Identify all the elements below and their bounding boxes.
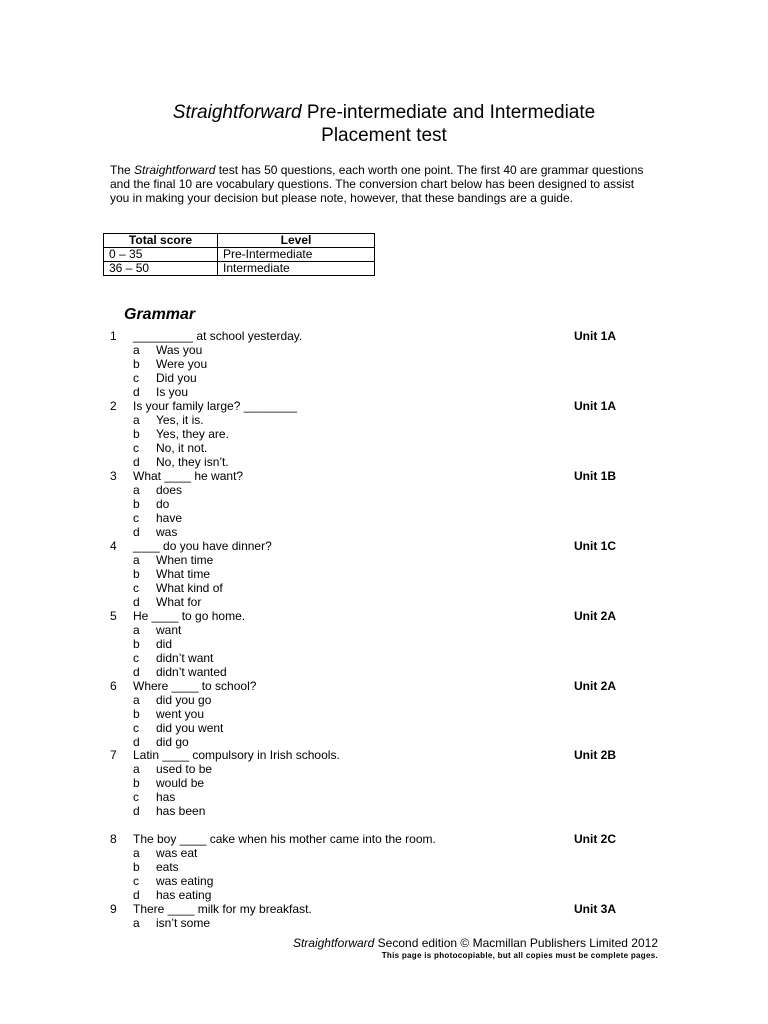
answer-option bbox=[0, 776, 768, 790]
intro-paragraph bbox=[110, 163, 650, 205]
answer-option bbox=[0, 357, 768, 371]
option-text: does bbox=[156, 483, 183, 497]
option-text: have bbox=[156, 511, 183, 525]
question-text: _________ at school yesterday. bbox=[133, 329, 303, 343]
unit-reference: Unit 2C bbox=[574, 832, 616, 846]
option-letter: d bbox=[133, 804, 140, 818]
question-row bbox=[0, 748, 768, 762]
option-letter: c bbox=[133, 721, 139, 735]
answer-option bbox=[0, 665, 768, 679]
option-text: eats bbox=[156, 860, 179, 874]
answer-option bbox=[0, 916, 768, 930]
option-letter: c bbox=[133, 511, 139, 525]
option-text: Is you bbox=[156, 385, 189, 399]
option-letter: a bbox=[133, 762, 140, 776]
answer-option bbox=[0, 483, 768, 497]
answer-option bbox=[0, 874, 768, 888]
intro-text: test has 50 questions, each worth one point. The first 40 are grammar questions and the final 10 are vocabulary questions. The conversion chart below has been designed to assist you in making your decision but please note, however, that these bandings are a guide. bbox=[110, 163, 644, 205]
answer-option bbox=[0, 888, 768, 902]
header-total-score: Total score bbox=[104, 234, 218, 248]
option-text: was eating bbox=[156, 874, 214, 888]
table-row bbox=[104, 248, 375, 262]
question-number: 3 bbox=[110, 469, 117, 483]
option-text: What kind of bbox=[156, 581, 223, 595]
table-row bbox=[104, 262, 375, 276]
option-letter: b bbox=[133, 567, 140, 581]
page-subtitle: Placement test bbox=[321, 125, 447, 146]
question-item bbox=[0, 399, 768, 469]
question-number: 6 bbox=[110, 679, 117, 693]
unit-reference: Unit 2A bbox=[574, 609, 616, 623]
answer-option bbox=[0, 804, 768, 818]
question-text: ____ do you have dinner? bbox=[133, 539, 272, 553]
option-text: has eating bbox=[156, 888, 212, 902]
question-item bbox=[0, 469, 768, 539]
question-row bbox=[0, 609, 768, 623]
question-text: What ____ he want? bbox=[133, 469, 244, 483]
unit-reference: Unit 1C bbox=[574, 539, 616, 553]
answer-option bbox=[0, 525, 768, 539]
question-number: 8 bbox=[110, 832, 117, 846]
option-text: did go bbox=[156, 735, 189, 749]
option-text: isn’t some bbox=[156, 916, 211, 930]
table-header-row bbox=[104, 234, 375, 248]
answer-option bbox=[0, 860, 768, 874]
question-item bbox=[0, 679, 768, 749]
header-level: Level bbox=[218, 234, 375, 248]
option-text: Yes, it is. bbox=[156, 413, 204, 427]
level-name: Pre-Intermediate bbox=[218, 248, 375, 262]
unit-reference: Unit 2A bbox=[574, 679, 616, 693]
option-letter: c bbox=[133, 651, 139, 665]
answer-option bbox=[0, 497, 768, 511]
option-letter: b bbox=[133, 637, 140, 651]
section-heading-grammar: Grammar bbox=[124, 306, 196, 323]
answer-option bbox=[0, 441, 768, 455]
option-letter: d bbox=[133, 595, 140, 609]
option-text: What for bbox=[156, 595, 202, 609]
answer-option bbox=[0, 567, 768, 581]
question-item bbox=[0, 329, 768, 399]
answer-option bbox=[0, 707, 768, 721]
option-text: When time bbox=[156, 553, 214, 567]
question-row bbox=[0, 679, 768, 693]
option-text: was bbox=[156, 525, 178, 539]
option-text: would be bbox=[156, 776, 205, 790]
option-letter: d bbox=[133, 735, 140, 749]
question-row bbox=[0, 832, 768, 846]
question-item bbox=[0, 748, 768, 818]
question-row bbox=[0, 539, 768, 553]
answer-option bbox=[0, 762, 768, 776]
question-text: Latin ____ compulsory in Irish schools. bbox=[133, 748, 340, 762]
question-text: The boy ____ cake when his mother came into the room. bbox=[133, 832, 436, 846]
question-number: 9 bbox=[110, 902, 117, 916]
question-text: He ____ to go home. bbox=[133, 609, 246, 623]
answer-option bbox=[0, 790, 768, 804]
title-rest: Pre-intermediate and Intermediate bbox=[301, 102, 596, 123]
answer-option bbox=[0, 846, 768, 860]
answer-option bbox=[0, 413, 768, 427]
option-text: Did you bbox=[156, 371, 197, 385]
option-letter: c bbox=[133, 581, 139, 595]
option-text: has bbox=[156, 790, 176, 804]
option-text: didn’t want bbox=[156, 651, 214, 665]
option-text: did bbox=[156, 637, 173, 651]
answer-option bbox=[0, 427, 768, 441]
option-text: didn’t wanted bbox=[156, 665, 227, 679]
question-item bbox=[0, 539, 768, 609]
answer-option bbox=[0, 637, 768, 651]
answer-option bbox=[0, 343, 768, 357]
page-title bbox=[0, 101, 768, 125]
answer-option bbox=[0, 735, 768, 749]
footer-note: This page is photocopiable, but all copies must be complete pages. bbox=[381, 951, 658, 960]
option-letter: b bbox=[133, 357, 140, 371]
option-letter: a bbox=[133, 846, 140, 860]
answer-option bbox=[0, 371, 768, 385]
option-letter: b bbox=[133, 427, 140, 441]
question-number: 4 bbox=[110, 539, 117, 553]
question-item bbox=[0, 902, 768, 930]
score-range: 0 – 35 bbox=[104, 248, 218, 262]
question-number: 7 bbox=[110, 748, 117, 762]
answer-option bbox=[0, 651, 768, 665]
answer-option bbox=[0, 581, 768, 595]
question-row bbox=[0, 902, 768, 916]
option-letter: d bbox=[133, 665, 140, 679]
option-letter: a bbox=[133, 483, 140, 497]
answer-option bbox=[0, 595, 768, 609]
option-letter: d bbox=[133, 455, 140, 469]
option-text: went you bbox=[156, 707, 205, 721]
question-row bbox=[0, 329, 768, 343]
option-letter: b bbox=[133, 776, 140, 790]
question-item bbox=[0, 609, 768, 679]
level-name: Intermediate bbox=[218, 262, 375, 276]
question-item bbox=[0, 832, 768, 902]
option-text: Yes, they are. bbox=[156, 427, 229, 441]
option-letter: b bbox=[133, 497, 140, 511]
option-letter: a bbox=[133, 693, 140, 707]
option-text: No, it not. bbox=[156, 441, 208, 455]
question-text: Is your family large? ________ bbox=[133, 399, 298, 413]
question-text: Where ____ to school? bbox=[133, 679, 257, 693]
option-text: Were you bbox=[156, 357, 208, 371]
unit-reference: Unit 3A bbox=[574, 902, 616, 916]
answer-option bbox=[0, 693, 768, 707]
option-text: want bbox=[156, 623, 182, 637]
answer-option bbox=[0, 511, 768, 525]
footer-copyright-text: Second edition © Macmillan Publishers Limited 2012 bbox=[374, 936, 658, 950]
question-row bbox=[0, 399, 768, 413]
footer-copyright bbox=[293, 936, 658, 950]
option-letter: c bbox=[133, 790, 139, 804]
score-range: 36 – 50 bbox=[104, 262, 218, 276]
unit-reference: Unit 1A bbox=[574, 329, 616, 343]
option-text: was eat bbox=[156, 846, 198, 860]
option-letter: d bbox=[133, 888, 140, 902]
option-letter: a bbox=[133, 553, 140, 567]
title-book-name: Straightforward bbox=[172, 102, 302, 123]
answer-option bbox=[0, 455, 768, 469]
option-letter: b bbox=[133, 860, 140, 874]
option-text: No, they isn’t. bbox=[156, 455, 229, 469]
option-letter: d bbox=[133, 525, 140, 539]
option-letter: c bbox=[133, 371, 139, 385]
option-text: Was you bbox=[156, 343, 203, 357]
footer-book-name: Straightforward bbox=[292, 936, 375, 950]
intro-book-name: Straightforward bbox=[134, 163, 216, 177]
option-text: What time bbox=[156, 567, 211, 581]
question-text: There ____ milk for my breakfast. bbox=[133, 902, 312, 916]
option-letter: a bbox=[133, 413, 140, 427]
answer-option bbox=[0, 721, 768, 735]
question-row bbox=[0, 469, 768, 483]
option-letter: a bbox=[133, 343, 140, 357]
intro-prefix: The bbox=[110, 163, 135, 177]
unit-reference: Unit 2B bbox=[574, 748, 616, 762]
option-letter: b bbox=[133, 707, 140, 721]
option-text: used to be bbox=[156, 762, 213, 776]
question-number: 1 bbox=[110, 329, 117, 343]
question-number: 5 bbox=[110, 609, 117, 623]
option-letter: c bbox=[133, 441, 139, 455]
unit-reference: Unit 1B bbox=[574, 469, 616, 483]
question-number: 2 bbox=[110, 399, 117, 413]
option-letter: a bbox=[133, 623, 140, 637]
option-letter: a bbox=[133, 916, 140, 930]
option-text: has been bbox=[156, 804, 206, 818]
answer-option bbox=[0, 553, 768, 567]
option-letter: d bbox=[133, 385, 140, 399]
option-text: do bbox=[156, 497, 170, 511]
option-text: did you go bbox=[156, 693, 212, 707]
option-text: did you went bbox=[156, 721, 224, 735]
score-conversion-table bbox=[103, 233, 375, 276]
answer-option bbox=[0, 623, 768, 637]
answer-option bbox=[0, 385, 768, 399]
unit-reference: Unit 1A bbox=[574, 399, 616, 413]
option-letter: c bbox=[133, 874, 139, 888]
